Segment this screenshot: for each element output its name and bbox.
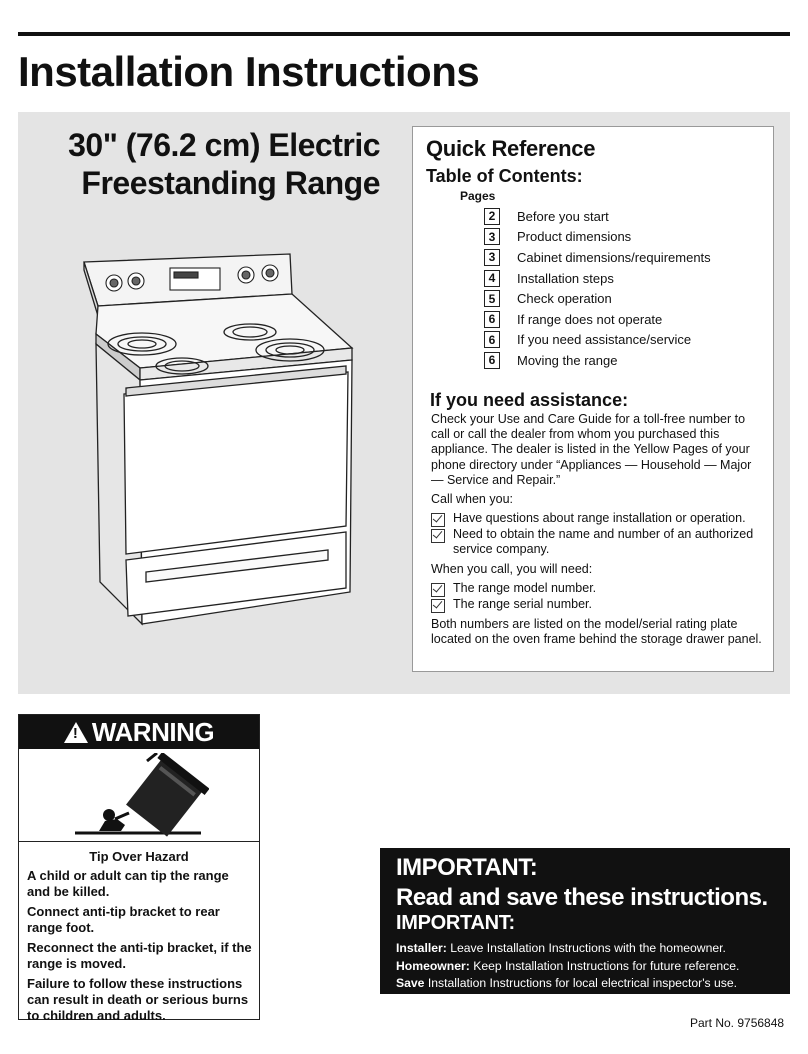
toc-page-number: 6 [484,352,500,369]
important-line-text: Keep Installation Instructions for future reference. [469,958,740,973]
assistance-paragraph: Check your Use and Care Guide for a toll-free number to call or call the dealer from whom you purchased this appliance. The dealer is listed in the Yellow Pages of your phone directory under “Appliances — Household — Major — Service and Repair.” [431,412,752,487]
important-line-label: Installer: [396,941,447,955]
toc-row [484,227,774,248]
assistance-section [431,412,765,651]
product-title [30,126,380,202]
toc-label: Moving the range [517,352,618,368]
toc-label: Product dimensions [517,229,632,245]
important-line-text: Installation Instructions for local electrical inspector's use. [424,976,738,990]
warning-triangle-icon: ! [64,722,88,743]
important-line [396,958,739,976]
tip-over-hazard-icon [69,753,209,839]
page-title: Installation Instructions [18,48,480,95]
checkbox-icon [431,599,445,613]
assistance-title: If you need assistance: [430,390,629,410]
toc-row [484,350,774,371]
checklist-text: Have questions about range installation or operation. [453,511,746,526]
toc-page-number: 3 [484,249,500,266]
toc-label: Check operation [517,291,612,307]
product-title-line2: Freestanding Range [81,165,380,201]
toc-row [484,309,774,330]
toc-row [484,247,774,268]
checklist-item [431,581,765,597]
save-instructions-heading: Read and save these instructions. [396,884,768,911]
checklist-item [431,597,765,613]
important-line-text: Leave Installation Instructions with the homeowner. [446,941,726,955]
important-line [396,940,739,958]
toc-label: Installation steps [517,270,614,286]
important-heading: IMPORTANT: [396,854,538,881]
warning-box [18,714,260,1023]
checkbox-icon [431,513,445,527]
product-title-line1: 30" (76.2 cm) Electric [68,127,380,163]
toc-page-number: 6 [484,311,500,328]
toc-page-number: 6 [484,331,500,348]
checklist-item [431,527,765,557]
toc-label: If range does not operate [517,311,663,327]
warning-line: Connect anti-tip bracket to rear range foot. [27,904,220,935]
checklist-item [431,511,765,527]
range-illustration [80,248,360,628]
warning-line: Failure to follow these instructions can result in death or serious burns to children and adults. [27,976,249,1023]
toc-title: Table of Contents: [426,166,583,186]
toc-row [484,268,774,289]
toc-row [484,330,774,351]
checklist-text: Need to obtain the name and number of an authorized service company. [453,527,754,557]
toc-page-number: 5 [484,290,500,307]
warning-label: WARNING [91,716,215,747]
toc-page-number: 3 [484,228,500,245]
checkbox-icon [431,529,445,543]
toc-row [484,288,774,309]
checklist-text: The range model number. [453,580,597,595]
when-call-label: When you call, you will need: [431,561,593,576]
quick-reference-title: Quick Reference [426,136,596,161]
toc-page-number: 4 [484,270,500,287]
top-rule [18,32,790,36]
important-line-label: Homeowner: [396,958,470,973]
pages-label: Pages [460,189,496,203]
important-line-label: Save [396,976,425,990]
checkbox-icon [431,583,445,597]
hazard-title: Tip Over Hazard [89,849,189,864]
important-subheading: IMPORTANT: [396,912,515,934]
important-lines [396,940,739,993]
important-line [396,975,739,993]
warning-line: A child or adult can tip the range and be killed. [27,868,229,899]
toc-label: Before you start [517,208,609,224]
warning-line: Reconnect the anti-tip bracket, if the range is moved. [27,940,252,971]
important-box [380,848,790,994]
call-when-label: Call when you: [431,492,513,507]
toc-label: If you need assistance/service [517,332,692,348]
part-number: Part No. 9756848 [690,1016,785,1030]
warning-header [19,715,259,749]
warning-text [27,868,255,1028]
serial-plate-paragraph: Both numbers are listed on the model/serial rating plate located on the oven frame behind the storage drawer panel. [431,616,762,647]
toc-page-number: 2 [484,208,500,225]
checklist-text: The range serial number. [453,596,592,611]
warning-divider [19,841,259,842]
table-of-contents [484,206,774,371]
toc-label: Cabinet dimensions/requirements [517,249,711,265]
toc-row [484,206,774,227]
